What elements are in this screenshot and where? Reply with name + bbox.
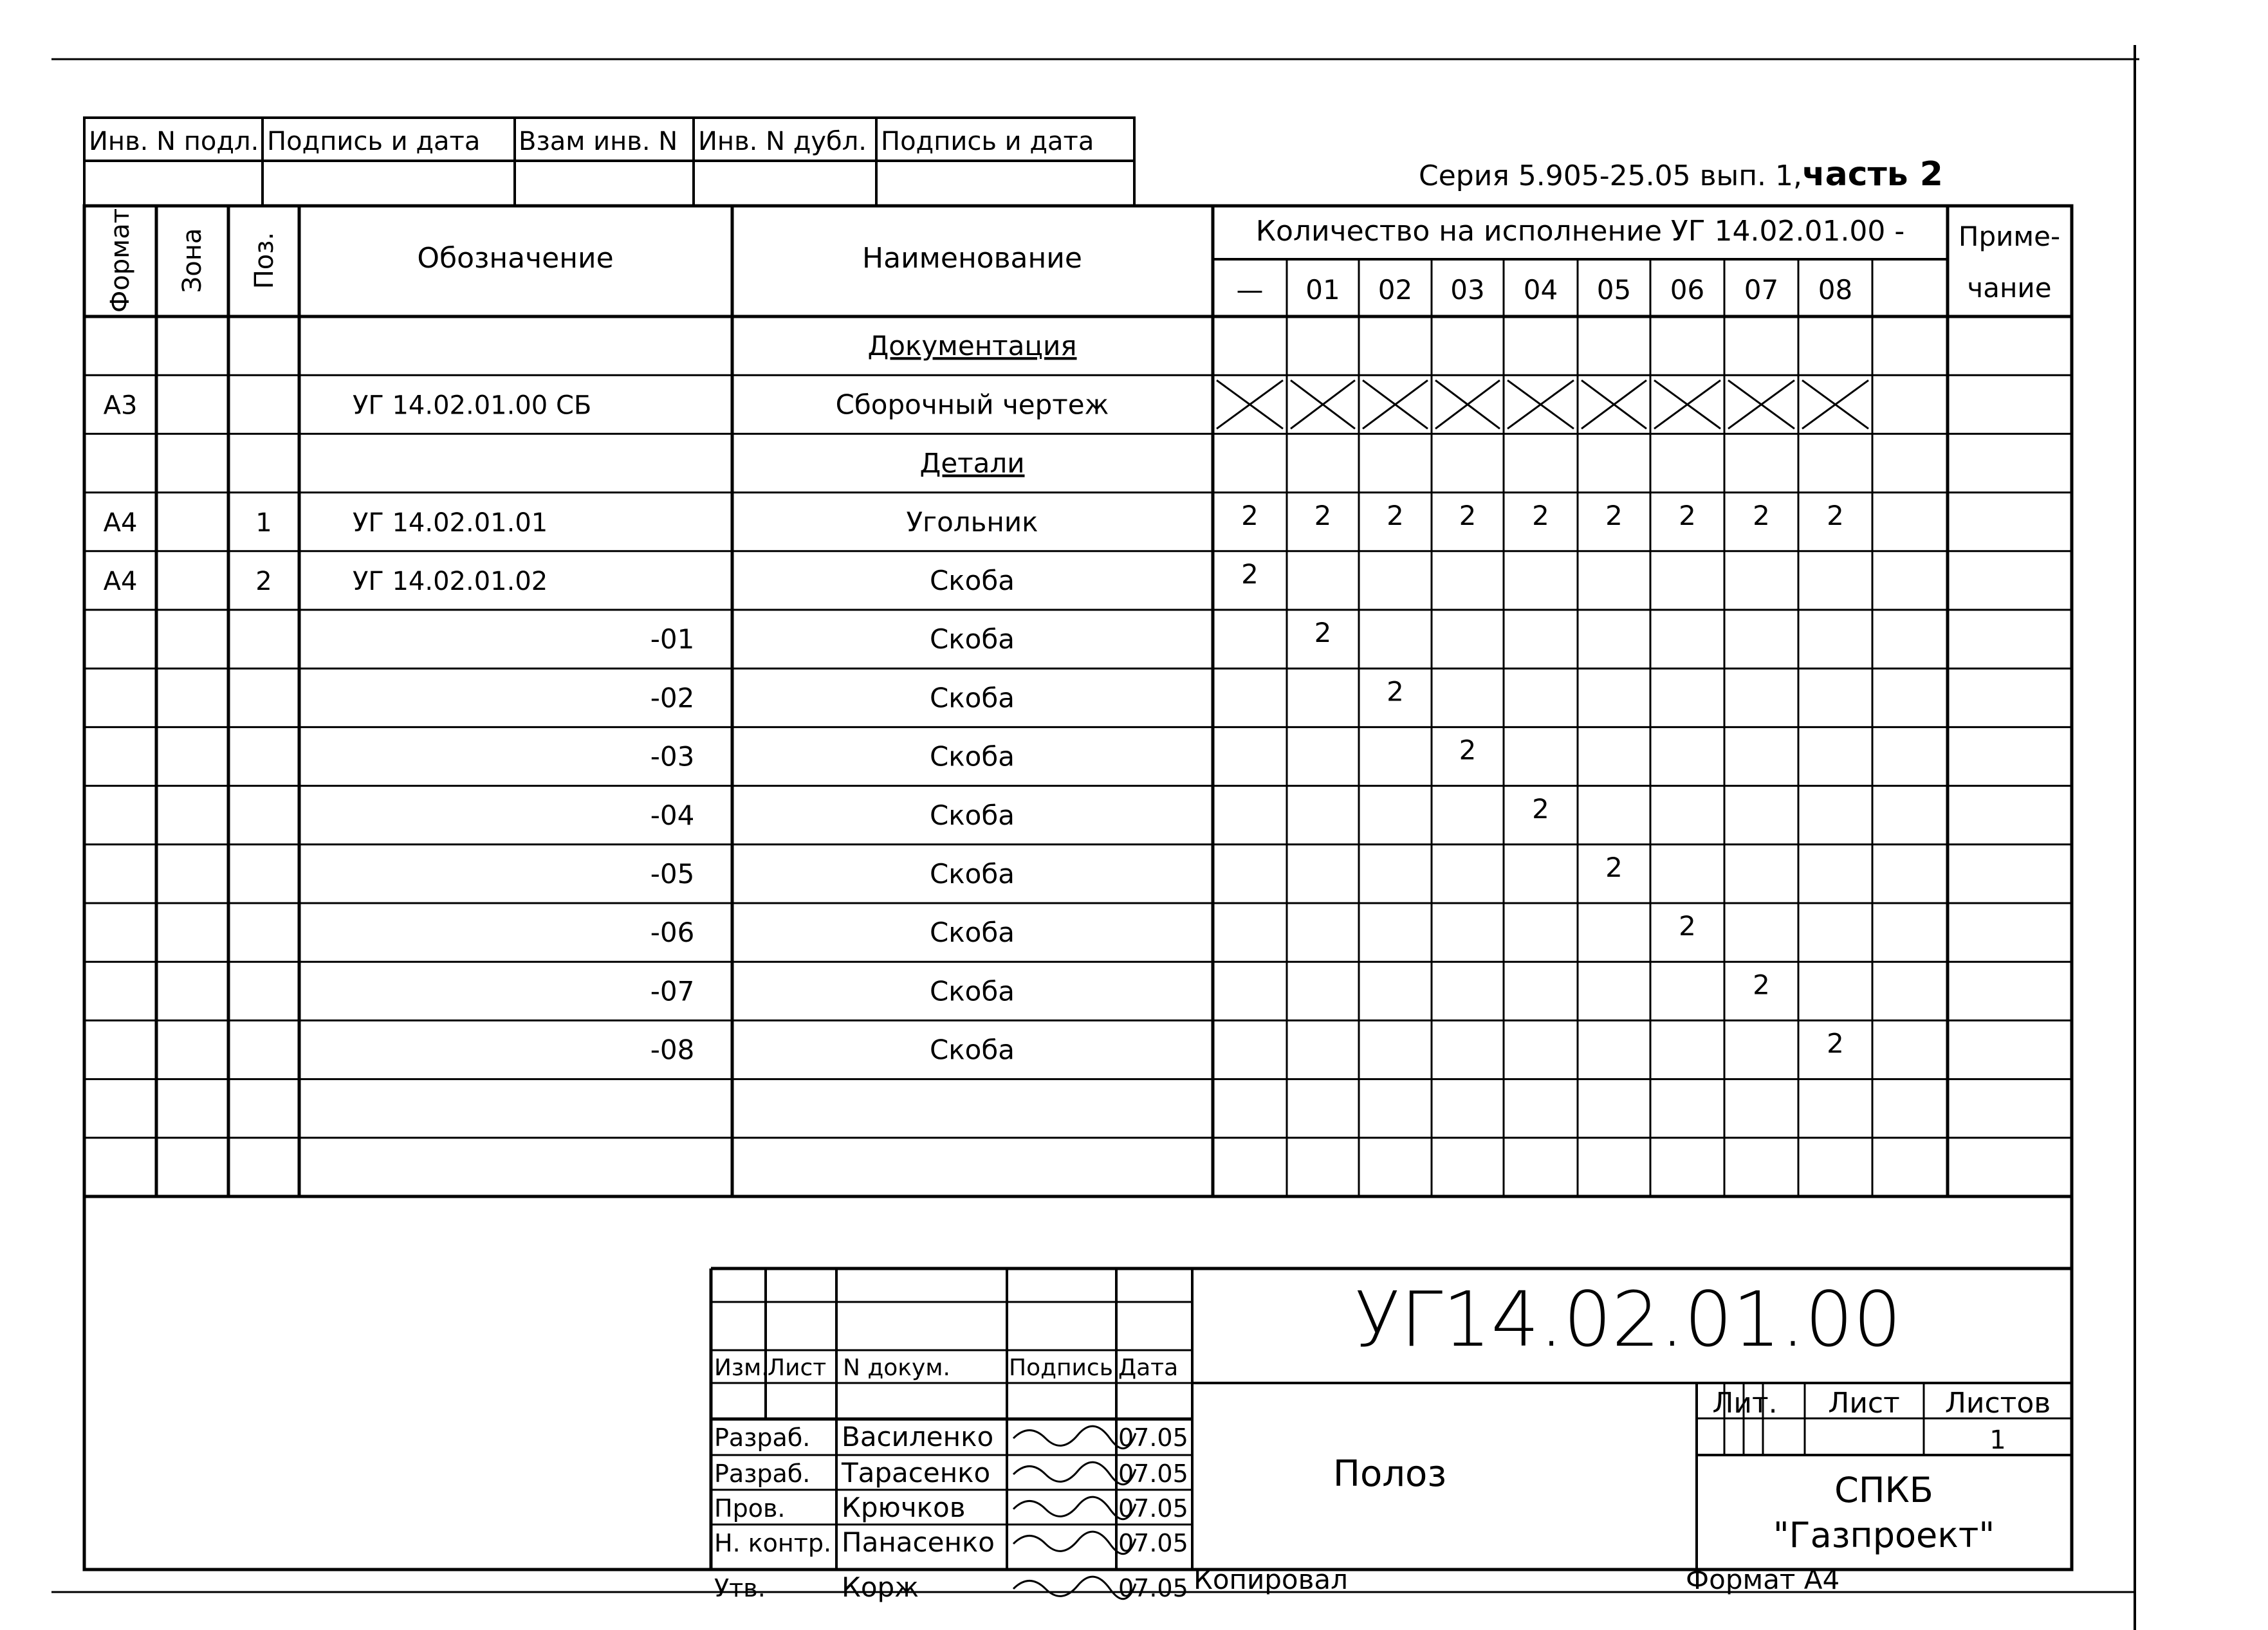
qty-value: 2 <box>1605 851 1623 883</box>
variant-header-3: 03 <box>1450 274 1485 306</box>
person-role: Н. контр. <box>714 1529 832 1557</box>
row-designation-suffix: -05 <box>650 857 695 890</box>
person-name: Крючков <box>842 1492 966 1523</box>
stamp-inv-dubl: Инв. N дубл. <box>698 127 867 156</box>
qty-value: 2 <box>1679 910 1696 942</box>
organization-name-2: "Газпроект" <box>1773 1515 1995 1555</box>
title-header-3: Подпись <box>1009 1355 1113 1381</box>
row-name: Сборочный чертеж <box>835 389 1109 421</box>
variant-header-8: 08 <box>1818 274 1853 306</box>
row-designation-suffix: -07 <box>650 975 695 1007</box>
sheet-label: Лист <box>1828 1387 1900 1420</box>
row-pos: 2 <box>255 566 272 596</box>
footer-copied: Копировал <box>1194 1564 1348 1595</box>
row-name: Скоба <box>929 917 1015 949</box>
qty-value: 2 <box>1827 499 1844 531</box>
person-role: Пров. <box>714 1494 786 1523</box>
col-zone-header: Зона <box>178 228 207 293</box>
variant-header-4: 04 <box>1523 274 1558 306</box>
row-designation: УГ 14.02.01.01 <box>353 508 548 538</box>
qty-value: 2 <box>1387 499 1404 531</box>
person-role: Утв. <box>714 1574 766 1602</box>
row-pos: 1 <box>255 508 272 538</box>
qty-value: 2 <box>1459 499 1477 531</box>
row-name: Скоба <box>929 799 1015 831</box>
row-name: Скоба <box>929 975 1015 1007</box>
row-format: А4 <box>103 508 138 538</box>
variant-header-5: 05 <box>1596 274 1632 306</box>
qty-value: 2 <box>1532 499 1549 531</box>
variant-header-0: — <box>1236 274 1264 306</box>
variant-header-1: 01 <box>1305 274 1340 306</box>
item-name: Полоз <box>1332 1453 1447 1495</box>
qty-value: 2 <box>1314 617 1332 649</box>
title-header-0: Изм. <box>714 1355 769 1381</box>
person-role: Разраб. <box>714 1460 811 1488</box>
title-block <box>711 1268 2072 1603</box>
title-header-1: Лист <box>768 1355 827 1381</box>
document-number: УГ14.02.01.00 <box>1354 1275 1902 1364</box>
qty-value: 2 <box>1753 499 1770 531</box>
person-date: 07.05 <box>1118 1529 1188 1557</box>
col-qty-title: Количество на исполнение УГ 14.02.01.00 - <box>1255 215 1905 248</box>
title-header-2: N докум. <box>843 1355 950 1381</box>
row-name: Угольник <box>906 506 1038 538</box>
section-heading: Документация <box>867 330 1077 362</box>
row-name: Скоба <box>929 564 1015 596</box>
person-date: 07.05 <box>1118 1494 1188 1523</box>
qty-value: 2 <box>1241 558 1258 590</box>
row-designation-suffix: -08 <box>650 1034 695 1066</box>
sheets-label: Листов <box>1944 1387 2051 1420</box>
series-line: Серия 5.905-25.05 вып. 1,часть 2 <box>1419 155 1943 194</box>
person-name: Василенко <box>842 1421 994 1452</box>
person-name: Тарасенко <box>842 1457 991 1488</box>
signature-scribble <box>1013 1577 1136 1599</box>
col-note-header-2: чание <box>1967 272 2052 304</box>
person-date: 07.05 <box>1118 1460 1188 1488</box>
qty-value: 2 <box>1605 499 1623 531</box>
stamp-sign-date-2: Подпись и дата <box>881 127 1094 156</box>
person-date: 07.05 <box>1118 1424 1188 1452</box>
row-name: Скоба <box>929 1034 1015 1066</box>
variant-header-6: 06 <box>1670 274 1705 306</box>
col-designation-header: Обозначение <box>417 242 614 275</box>
qty-value: 2 <box>1753 969 1770 1001</box>
footer-format: Формат А4 <box>1686 1564 1840 1595</box>
person-role: Разраб. <box>714 1424 811 1452</box>
section-heading: Детали <box>919 447 1025 479</box>
title-header-4: Дата <box>1118 1355 1179 1381</box>
row-designation-suffix: -02 <box>650 682 695 714</box>
col-format-header: Формат <box>106 208 135 313</box>
person-name: Корж <box>842 1571 919 1603</box>
person-date: 07.05 <box>1118 1574 1188 1602</box>
qty-value: 2 <box>1387 675 1404 708</box>
stamp-sign-date-1: Подпись и дата <box>267 127 481 156</box>
lit-label: Лит. <box>1712 1387 1778 1420</box>
row-designation: УГ 14.02.01.00 СБ <box>353 390 592 421</box>
row-format: А3 <box>103 390 138 421</box>
sheets-total: 1 <box>1989 1425 2006 1455</box>
stamp-vzam-inv: Взам инв. N <box>519 127 678 156</box>
row-format: А4 <box>103 566 138 596</box>
row-name: Скоба <box>929 857 1015 890</box>
col-note-header-1: Приме- <box>1958 221 2061 252</box>
row-designation: УГ 14.02.01.02 <box>353 566 548 596</box>
row-name: Скоба <box>929 740 1015 773</box>
qty-value: 2 <box>1827 1027 1844 1059</box>
qty-value: 2 <box>1459 734 1477 766</box>
person-name: Панасенко <box>842 1526 995 1558</box>
row-name: Скоба <box>929 623 1015 655</box>
col-pos-header: Поз. <box>250 232 279 289</box>
row-name: Скоба <box>929 682 1015 714</box>
col-name-header: Наименование <box>862 242 1082 275</box>
variant-header-2: 02 <box>1378 274 1413 306</box>
qty-value: 2 <box>1679 499 1696 531</box>
archive-stamp <box>84 118 1134 206</box>
variant-header-7: 07 <box>1744 274 1779 306</box>
row-designation-suffix: -03 <box>650 740 695 773</box>
stamp-inv-podl: Инв. N подл. <box>89 127 259 156</box>
row-designation-suffix: -06 <box>650 917 695 949</box>
qty-value: 2 <box>1241 499 1258 531</box>
organization-name: СПКБ <box>1834 1470 1933 1510</box>
row-designation-suffix: -04 <box>650 799 695 831</box>
qty-value: 2 <box>1532 792 1549 825</box>
row-designation-suffix: -01 <box>650 623 695 655</box>
qty-value: 2 <box>1314 499 1332 531</box>
